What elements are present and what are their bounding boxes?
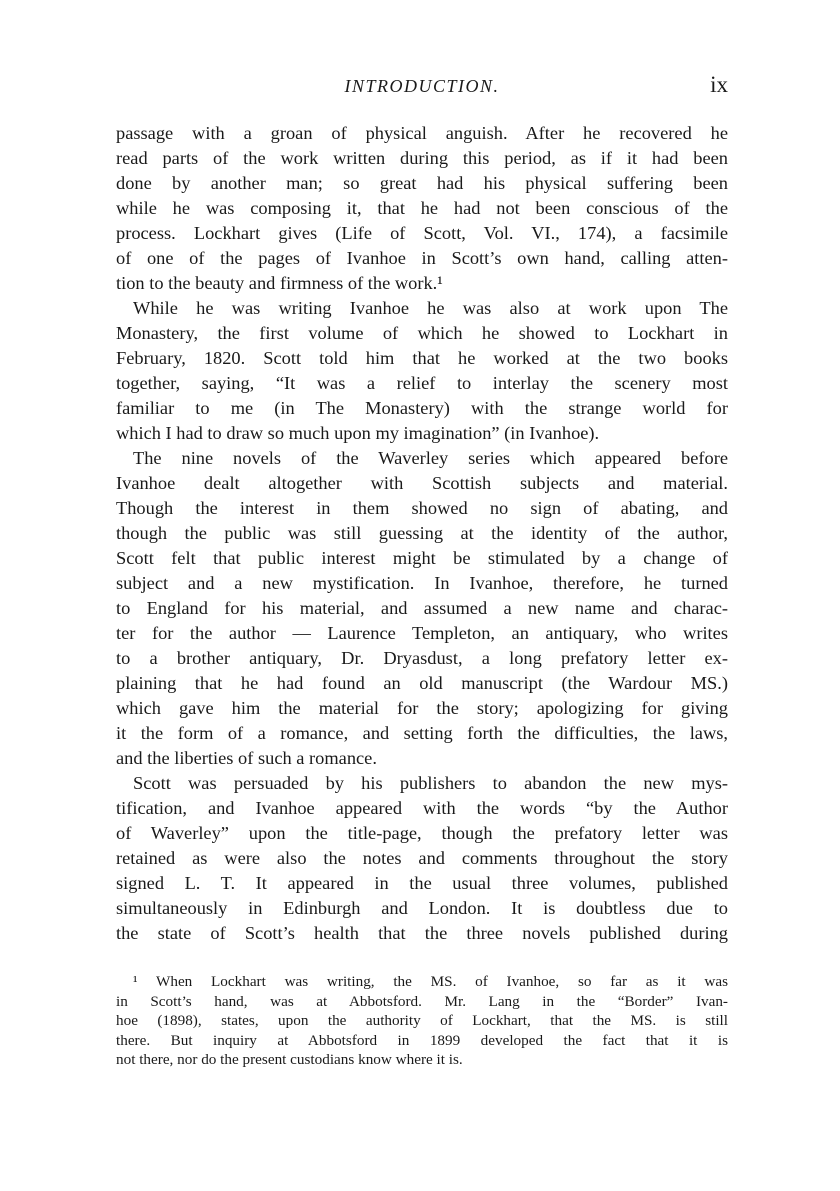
page-number: ix [710,72,728,97]
body-line: tion to the beauty and firmness of the work.¹ [116,273,443,293]
body-line: done by another man; so great had his physical suffering been [116,173,728,193]
body-line: The nine novels of the Waverley series which appeared before [133,448,728,468]
body-line: of one of the pages of Ivanhoe in Scott’s own hand, calling atten- [116,248,728,268]
body-line: Scott was persuaded by his publishers to abandon the new mys- [133,773,728,793]
footnote-line: in Scott’s hand, was at Abbotsford. Mr. Lang in the “Border” Ivan- [116,992,728,1010]
footnote-line: ¹ When Lockhart was writing, the MS. of Ivanhoe, so far as it was [133,973,728,990]
body-line: the state of Scott’s health that the three novels published during [116,923,728,943]
footnote-line: not there, nor do the present custodians know where it is. [116,1051,463,1068]
body-line: of Waverley” upon the title-page, though the prefatory letter was [116,823,728,843]
body-text [116,121,728,946]
body-line: subject and a new mystification. In Ivanhoe, therefore, he turned [116,573,728,593]
body-line: read parts of the work written during this period, as if it had been [116,148,728,168]
body-line: tification, and Ivanhoe appeared with the words “by the Author [116,798,728,818]
running-title: INTRODUCTION. [344,76,500,96]
body-line: Ivanhoe dealt altogether with Scottish subjects and material. [116,473,728,493]
body-line: it the form of a romance, and setting forth the difficulties, the laws, [116,723,728,743]
body-line: simultaneously in Edinburgh and London. It is doubtless due to [116,898,728,918]
footnote-line: hoe (1898), states, upon the authority of Lockhart, that the MS. is still [116,1012,728,1029]
body-line: While he was writing Ivanhoe he was also at work upon The [133,298,728,318]
body-line: February, 1820. Scott told him that he worked at the two books [116,348,728,368]
body-line: and the liberties of such a romance. [116,748,377,768]
body-line: retained as were also the notes and comments throughout the story [116,848,728,868]
body-line: to England for his material, and assumed a new name and charac- [116,598,728,618]
running-header [116,70,728,104]
body-line: which I had to draw so much upon my imagination” (in Ivanhoe). [116,423,600,443]
body-line: familiar to me (in The Monastery) with the strange world for [116,398,728,418]
body-line: process. Lockhart gives (Life of Scott, Vol. VI., 174), a facsimile [116,223,728,243]
body-line: though the public was still guessing at the identity of the author, [116,523,728,543]
body-line: while he was composing it, that he had not been conscious of the [116,198,728,218]
body-line: Monastery, the first volume of which he showed to Lockhart in [116,323,728,343]
body-line: to a brother antiquary, Dr. Dryasdust, a long prefatory letter ex- [116,648,728,668]
body-line: ter for the author — Laurence Templeton, an antiquary, who writes [116,623,728,643]
footnote [116,972,728,1070]
body-line: together, saying, “It was a relief to interlay the scenery most [116,373,728,393]
body-line: plaining that he had found an old manuscript (the Wardour MS.) [116,673,728,693]
footnote-line: there. But inquiry at Abbotsford in 1899 developed the fact that it is [116,1031,728,1049]
body-line: signed L. T. It appeared in the usual three volumes, published [116,873,728,893]
body-line: Scott felt that public interest might be stimulated by a change of [116,548,728,568]
body-line: which gave him the material for the story; apologizing for giving [116,698,728,718]
body-line: Though the interest in them showed no sign of abating, and [116,498,728,518]
body-line: passage with a groan of physical anguish. After he recovered he [116,123,728,143]
